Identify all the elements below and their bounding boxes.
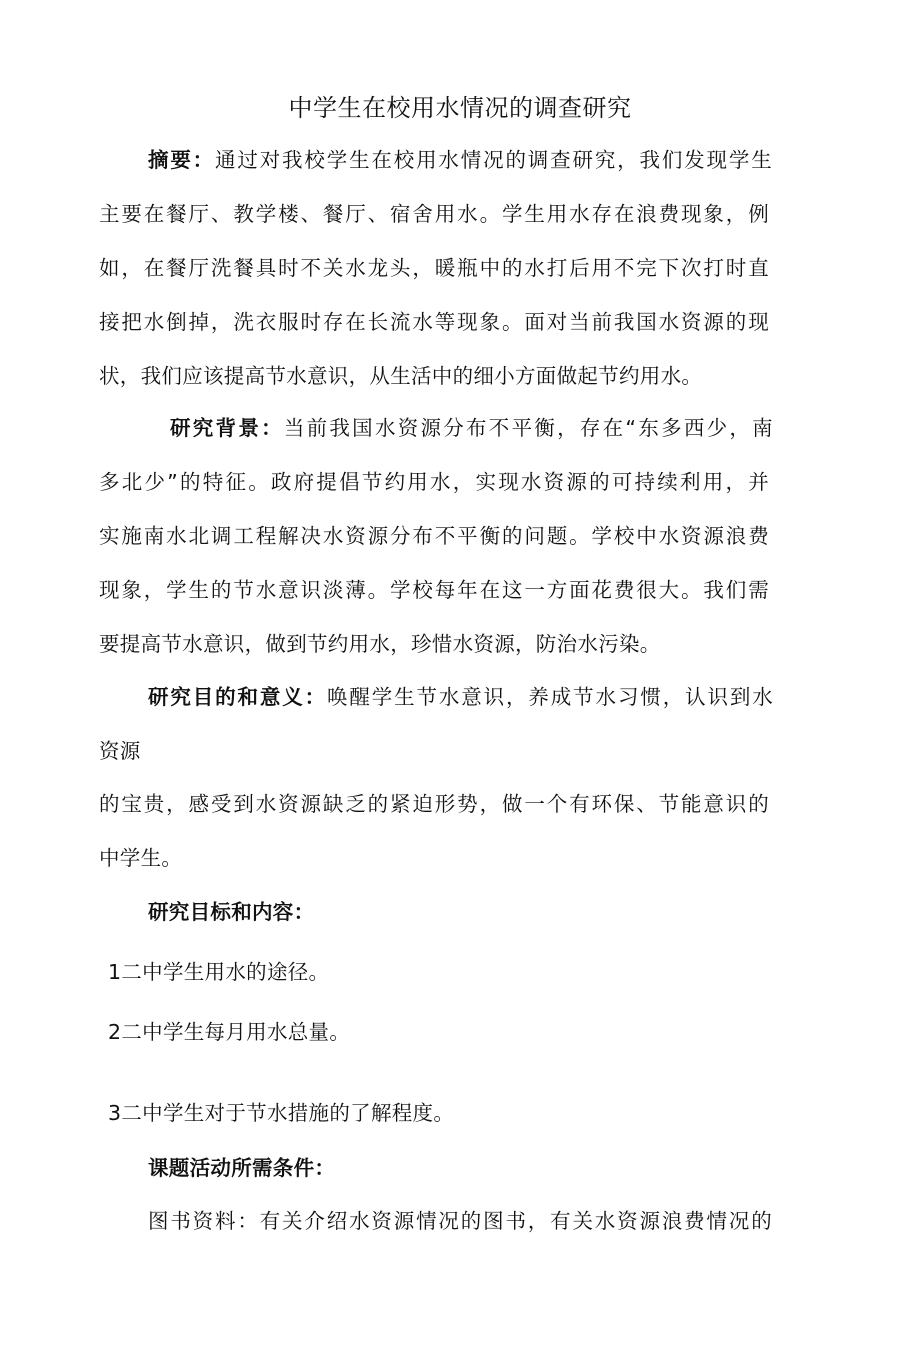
background-line-4: 现象，学生的节水意识淡薄。学校每年在这一方面花费很大。我们需: [99, 578, 769, 602]
conditions-line-1: 图书资料：有关介绍水资源情况的图书，有关水资源浪费情况的: [148, 1209, 772, 1233]
goals-item-3: 3二中学生对于节水措施的了解程度。: [108, 1101, 455, 1125]
purpose-line-4: 中学生。: [99, 846, 183, 870]
abstract-line-3: 如，在餐厅洗餐具时不关水龙头，暖瓶中的水打后用不完下次打时直: [99, 256, 769, 280]
goals-item-1: 1二中学生用水的途径。: [108, 960, 330, 984]
purpose-label: 研究目的和意义：: [148, 685, 328, 709]
purpose-line-2: 资源: [99, 739, 141, 763]
background-line-5: 要提高节水意识，做到节约用水，珍惜水资源，防治水污染。: [99, 632, 661, 656]
background-line-2: 多北少”的特征。政府提倡节约用水，实现水资源的可持续利用，并: [99, 470, 769, 494]
goals-item-2: 2二中学生每月用水总量。: [108, 1020, 351, 1044]
background-text-1: 当前我国水资源分布不平衡，存在“东多西少，南: [283, 416, 773, 440]
abstract-line-2: 主要在餐厅、教学楼、餐厅、宿舍用水。学生用水存在浪费现象，例: [99, 202, 769, 226]
document-title: 中学生在校用水情况的调查研究: [288, 94, 632, 122]
goals-label: 研究目标和内容：: [148, 900, 315, 924]
conditions-label: 课题活动所需条件：: [148, 1156, 336, 1180]
background-line-1: [170, 412, 773, 444]
abstract-line-1: [148, 144, 772, 176]
purpose-line-1: [148, 681, 773, 713]
purpose-text-1: 唤醒学生节水意识，养成节水习惯，认识到水: [327, 685, 774, 709]
abstract-label: 摘要：: [148, 148, 216, 172]
background-label: 研究背景：: [170, 416, 284, 440]
purpose-line-3: 的宝贵，感受到水资源缺乏的紧迫形势，做一个有环保、节能意识的: [99, 792, 769, 816]
background-line-3: 实施南水北调工程解决水资源分布不平衡的问题。学校中水资源浪费: [99, 524, 769, 548]
abstract-text-1: 通过对我校学生在校用水情况的调查研究，我们发现学生: [215, 148, 773, 172]
abstract-line-4: 接把水倒掉，洗衣服时存在长流水等现象。面对当前我国水资源的现: [99, 310, 769, 334]
abstract-line-5: 状，我们应该提高节水意识，从生活中的细小方面做起节约用水。: [99, 364, 703, 388]
